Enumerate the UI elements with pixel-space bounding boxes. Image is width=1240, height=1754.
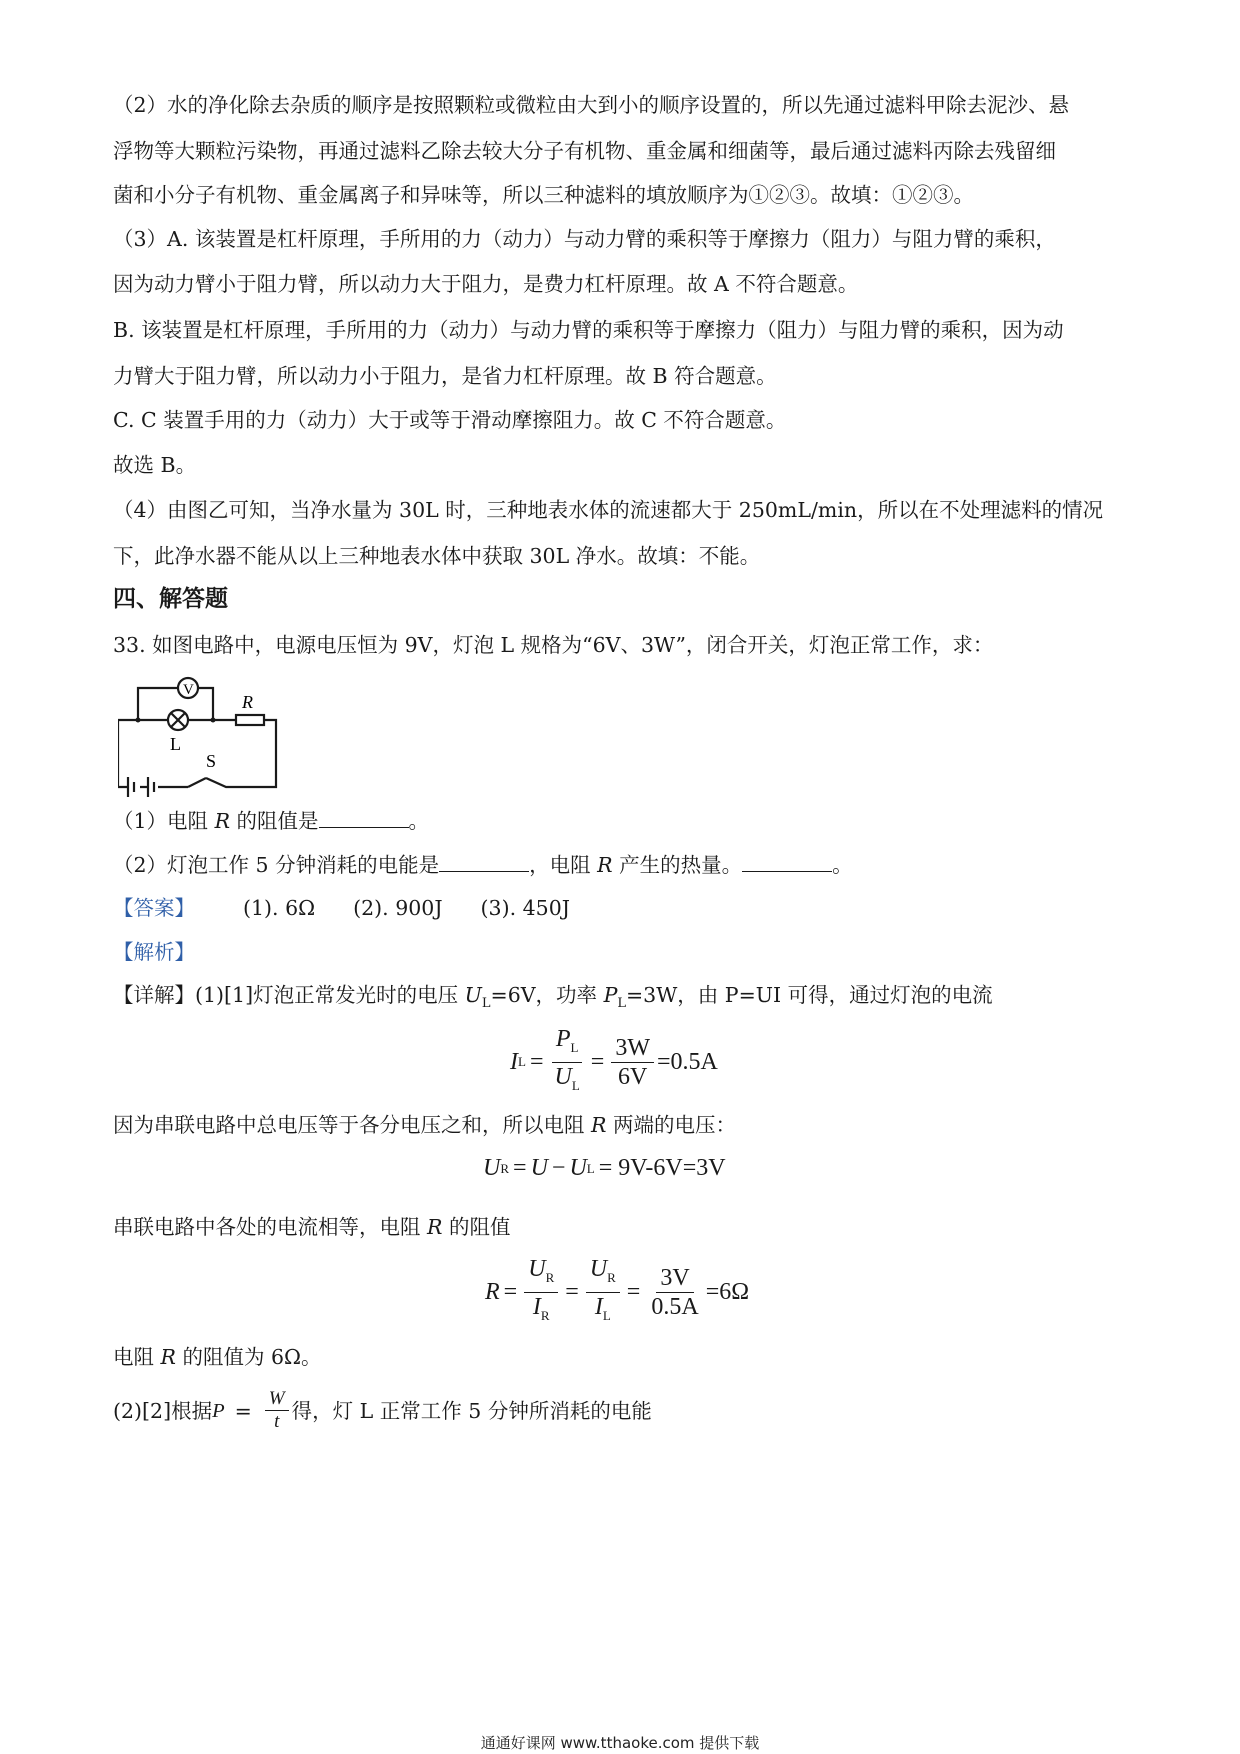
equation-resistance: R = $\frac{U_R}{I_R}$ = $\frac{U_R}{I_L}$ = $\frac{3V}{0.5A}$ =6Ω <box>485 1256 750 1323</box>
paragraph-line: 浮物等大颗粒污染物，再通过滤料乙除去较大分子有机物、重金属和细菌等，最后通过滤料丙除去残留细 <box>113 139 1056 163</box>
paragraph-line: （2）水的净化除去杂质的顺序是按照颗粒或微粒由大到小的顺序设置的，所以先通过滤料甲除去泥沙、悬 <box>113 93 1070 117</box>
paragraph-line: 下，此净水器不能从以上三种地表水体中获取 30L 净水。故填：不能。 <box>113 544 761 568</box>
paragraph-line: （3）A. 该装置是杠杆原理，手所用的力（动力）与动力臂的乘积等于摩擦力（阻力）与阻力臂的乘积， <box>113 227 1056 251</box>
answer-tag: 【答案】 <box>113 896 195 920</box>
page-footer: 通通好课网 www.tthaoke.com 提供下载 <box>480 1734 760 1752</box>
section-title: 四、解答题 <box>113 585 228 612</box>
answer-blank <box>319 809 409 828</box>
paragraph-line: 故选 B。 <box>113 453 197 477</box>
paragraph-line: 因为动力臂小于阻力臂，所以动力大于阻力，是费力杠杆原理。故 A 不符合题意。 <box>113 272 859 296</box>
answer-blank <box>742 853 832 872</box>
detail-line-4: (2)[2]根据 P = $\frac{W}{t}$ 得，灯 L 正常工作 5 分钟所消耗的电能 <box>113 1388 652 1432</box>
paragraph-line: 力臂大于阻力臂，所以动力小于阻力，是省力杠杆原理。故 B 符合题意。 <box>113 364 777 388</box>
voltmeter-label: V <box>183 682 194 698</box>
detail-result: 电阻 R 的阻值为 6Ω。 <box>113 1345 322 1369</box>
answer-value: (3). 450J <box>480 896 570 920</box>
paragraph-line: 菌和小分子有机物、重金属离子和异味等，所以三种滤料的填放顺序为①②③。故填：①②③。 <box>113 183 974 207</box>
equation-current: I L = $\frac{P_L}{U_L}$ = $\frac{3W}{6V}$ =0.5A <box>510 1026 718 1093</box>
lamp-label: L <box>170 734 181 754</box>
paragraph-line: （4）由图乙可知，当净水量为 30L 时，三种地表水体的流速都大于 250mL/min，所以在不处理滤料的情况 <box>113 498 1104 522</box>
lamp-cross <box>171 713 185 727</box>
answer-blank <box>439 853 529 872</box>
detail-line-3: 串联电路中各处的电流相等，电阻 R 的阻值 <box>113 1215 511 1239</box>
equation-voltage: U R = U − U L = 9V-6V=3V <box>483 1155 726 1181</box>
voltmeter-wire <box>138 688 213 720</box>
sub-question-1: （1）电阻 R 的阻值是 。 <box>113 809 430 833</box>
answer-value: (2). 900J <box>353 896 443 920</box>
analysis-tag: 【解析】 <box>113 940 195 964</box>
paragraph-line: C. C 装置手用的力（动力）大于或等于滑动摩擦阻力。故 C 不符合题意。 <box>113 408 787 432</box>
paragraph-line: B. 该装置是杠杆原理，手所用的力（动力）与动力臂的乘积等于摩擦力（阻力）与阻力臂的乘积，因为动 <box>113 318 1064 342</box>
resistor-label: R <box>242 692 253 712</box>
top-wire <box>118 720 276 784</box>
switch-label: S <box>206 751 217 771</box>
sub-question-2: （2）灯泡工作 5 分钟消耗的电能是 ，电阻 R 产生的热量。 。 <box>113 853 853 877</box>
answer-value: (1). 6Ω <box>243 896 316 920</box>
switch-symbol <box>188 778 206 787</box>
resistor-symbol <box>236 715 264 725</box>
detail-line-2: 因为串联电路中总电压等于各分电压之和，所以电阻 R 两端的电压： <box>113 1113 736 1137</box>
circuit-diagram <box>118 672 318 812</box>
answer-line <box>113 893 570 923</box>
question-stem: 33. 如图电路中，电源电压恒为 9V，灯泡 L 规格为“6V、3W”，闭合开关，灯泡正常工作，求： <box>113 633 994 657</box>
detail-line-1: 【详解】(1)[1]灯泡正常发光时的电压 $U_L=6V$，功率 $P_L=3W$，由 P=UI 可得，通过灯泡的电流 <box>113 983 993 1012</box>
